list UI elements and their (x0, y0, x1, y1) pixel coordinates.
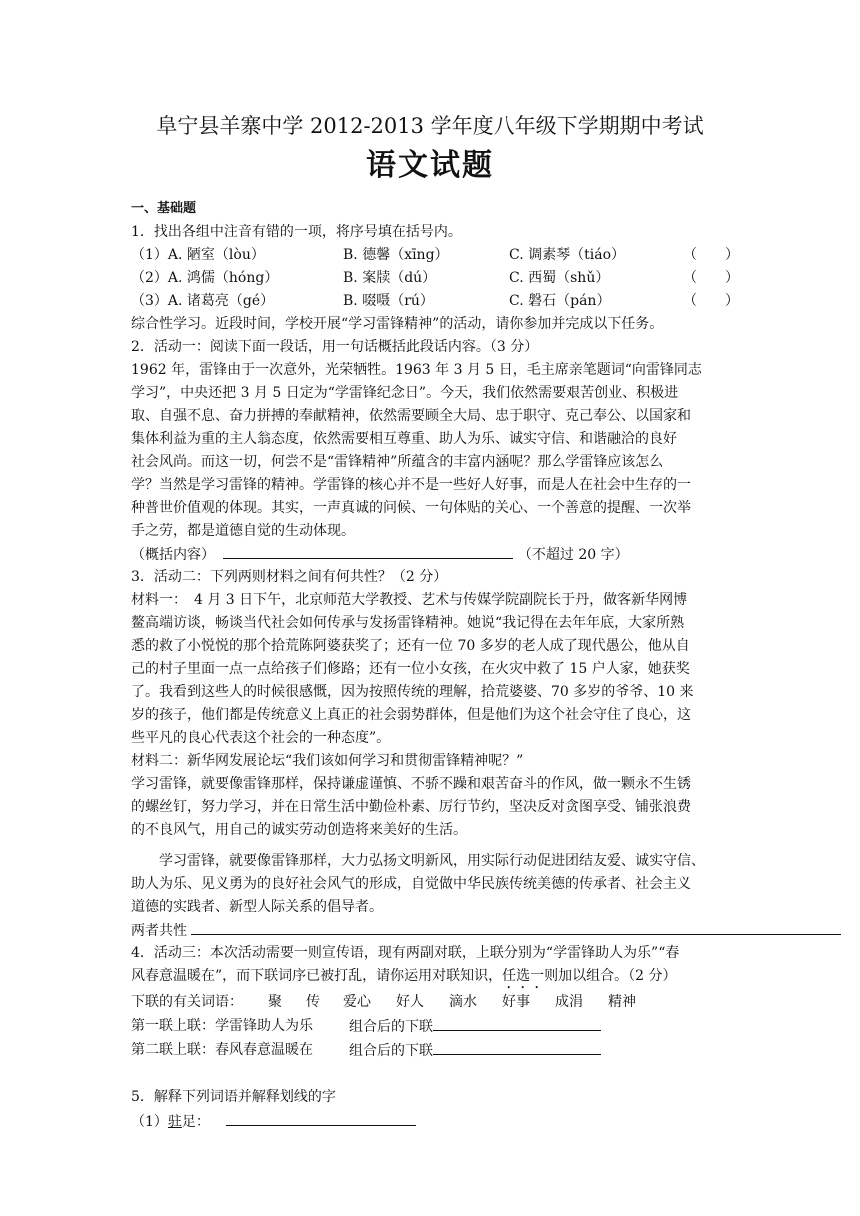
q2-answer-row (131, 544, 629, 565)
q5-item1-rest: 足： (181, 1114, 210, 1130)
q1-row2-option-a: （2）A. 鸿儒（hóng） (131, 270, 279, 286)
q2-answer-note: （不超过 20 字） (517, 547, 629, 563)
q1-row1-answer-bracket[interactable]: （ ） (683, 247, 739, 263)
q5-item1-blank[interactable] (226, 1111, 416, 1126)
q5-item1-underlined-char: 驻 (167, 1114, 182, 1130)
q4-pair2-row (131, 1040, 313, 1060)
q2-passage-line: 手之劳，都是道德自觉的生动体现。 (131, 523, 355, 539)
q4-pair1-answer (349, 1016, 601, 1037)
q4-prompt-line2: 风春意温暖在”，而下联词序已被打乱，请你运用对联知识，任选一则加以组合。（2 分） (131, 968, 677, 984)
q4-pair1-combined-label: 组合后的下联 (349, 1019, 433, 1035)
q1-row3-option-b: B. 啜嗫（rú） (343, 293, 434, 309)
q4-words-row (131, 992, 243, 1012)
q3-material1-line: 鳌高端访谈，畅谈当代社会如何传承与发扬雷锋精神。她说“我记得在去年年底，大家所熟 (131, 615, 685, 631)
q3-material2-line: 道德的实践者、新型人际关系的倡导者。 (131, 899, 383, 915)
q3-material2-line: 学习雷锋，就要像雷锋那样，大力弘扬文明新风，用实际行动促进团结友爱、诚实守信、 (131, 853, 705, 869)
q4-pair1-label: 第一联上联：学雷锋助人为乐 (131, 1018, 313, 1034)
q2-answer-label: （概括内容） (131, 547, 215, 563)
q1-row1-option-a: （1）A. 陋室（lòu） (131, 247, 265, 263)
q3-material1-line: 些平凡的良心代表这个社会的一种态度”。 (131, 730, 391, 746)
q4-word: 好事 (502, 994, 530, 1010)
q1-row2-answer-bracket[interactable]: （ ） (683, 270, 739, 286)
q3-material1-line: 悉的救了小悦悦的那个拾荒陈阿婆获奖了；还有一位 70 多岁的老人成了现代愚公，他从自 (131, 638, 690, 654)
q3-material2-line: 材料二：新华网发展论坛“我们该如何学习和贯彻雷锋精神呢？” (131, 753, 524, 769)
q3-material2-line: 的不良风气，用自己的诚实劳动创造将来美好的生活。 (131, 822, 467, 838)
q3-answer-blank[interactable] (191, 920, 841, 935)
q4-pair2-answer (349, 1040, 601, 1061)
q4-pair1-row (131, 1016, 313, 1036)
q1-row3-option-c: C. 磐石（pán） (509, 293, 611, 309)
q2-passage-line: 集体利益为重的主人翁态度，依然需要相互尊重、助人为乐、诚实守信、和谐融洽的良好 (131, 431, 677, 447)
q4-pair2-label: 第二联上联：春风春意温暖在 (131, 1042, 313, 1058)
q2-passage-line: 社会风尚。而这一切，何尝不是“雷锋精神”所蕴含的丰富内涵呢？那么学雷锋应该怎么 (131, 454, 664, 470)
q5-prompt: 5．解释下列词语并解释划线的字 (131, 1089, 336, 1105)
q1-row2-option-b: B. 案牍（dú） (343, 270, 437, 286)
q1-prompt: 1．找出各组中注音有错的一项，将序号填在括号内。 (131, 224, 462, 240)
q5-item1-row (131, 1111, 416, 1132)
integrated-study-intro: 综合性学习。近段时间，学校开展“学习雷锋精神”的活动，请你参加并完成以下任务。 (131, 316, 664, 332)
q2-passage-line: 取、自强不息、奋力拼搏的奉献精神，依然需要顾全大局、忠于职守、克己奉公、以国家和 (131, 408, 691, 424)
q2-passage-line: 种普世价值观的体现。其实，一声真诚的问候、一句体贴的关心、一个善意的提醒、一次举 (131, 500, 691, 516)
q1-row3-answer-bracket[interactable]: （ ） (683, 293, 739, 309)
q4-word: 爱心 (343, 994, 371, 1010)
q4-word: 聚 (268, 994, 282, 1010)
q4-pair2-blank[interactable] (433, 1040, 601, 1055)
q1-row2-option-c: C. 西蜀（shǔ） (509, 270, 610, 286)
q2-prompt: 2．活动一：阅读下面一段话，用一句话概括此段话内容。（3 分） (131, 339, 539, 355)
q2-answer-blank[interactable] (223, 544, 513, 559)
q4-word: 滴水 (449, 994, 477, 1010)
q5-item1-number: （1） (131, 1114, 168, 1130)
q3-material1-line: 岁的孩子，他们都是传统意义上真正的社会弱势群体，但是他们为这个社会守住了良心，这 (131, 707, 691, 723)
q3-answer-row (131, 920, 841, 941)
q1-row1-option-b: B. 德馨（xīng） (343, 247, 449, 263)
q4-words-label: 下联的有关词语： (131, 994, 243, 1010)
subject-title: 语文试题 (366, 148, 494, 183)
q3-material2-line: 的螺丝钉，努力学习，并在日常生活中勤俭朴素、厉行节约，坚决反对贪图享受、铺张浪费 (131, 799, 691, 815)
q3-material2-line: 学习雷锋，就要像雷锋那样，保持谦虚谨慎、不骄不躁和艰苦奋斗的作风，做一颗永不生锈 (131, 776, 691, 792)
q4-pair2-combined-label: 组合后的下联 (349, 1043, 433, 1059)
q4-prompt-line1: 4．活动三：本次活动需要一则宣传语，现有两副对联，上联分别为“学雷锋助人为乐”“春 (131, 945, 680, 961)
q3-answer-label: 两者共性 (131, 923, 187, 939)
q2-passage-line: 学？当然是学习雷锋的精神。学雷锋的核心并不是一些好人好事，而是人在社会中生存的一 (131, 477, 691, 493)
q3-material1-line: 材料一： 4 月 3 日下午，北京师范大学教授、艺术与传媒学院副院长于丹，做客新华网博 (131, 592, 688, 608)
q4-pair1-blank[interactable] (433, 1016, 601, 1031)
q1-row3-option-a: （3）A. 诸葛亮（gé） (131, 293, 275, 309)
q2-passage-line: 1962 年，雷锋由于一次意外，光荣牺牲。1963 年 3 月 5 日，毛主席亲笔题词“向雷锋同志 (131, 362, 702, 378)
q4-emphasized-text: 任选一 (502, 968, 545, 984)
school-exam-title: 阜宁县羊寨中学 2012-2013 学年度八年级下学期期中考试 (156, 114, 704, 138)
q4-word: 精神 (608, 994, 636, 1010)
q4-word: 传 (306, 994, 320, 1010)
q3-material1-line: 己的村子里面一点一点给孩子们修路；还有一位小女孩，在火灾中救了 15 户人家，她获奖 (131, 661, 690, 677)
q4-word: 好人 (396, 994, 424, 1010)
section-heading-basics: 一、基础题 (131, 201, 197, 216)
q1-row1-option-c: C. 调素琴（tiáo） (509, 247, 625, 263)
q3-material2-line: 助人为乐、见义勇为的良好社会风气的形成，自觉做中华民族传统美德的传承者、社会主义 (131, 876, 691, 892)
q2-passage-line: 学习”，中央还把 3 月 5 日定为“学雷锋纪念日”。今天，我们依然需要艰苦创业、积极进 (131, 385, 679, 401)
q4-word: 成涓 (555, 994, 583, 1010)
q3-prompt: 3．活动二：下列两则材料之间有何共性？（2 分） (131, 569, 448, 585)
q3-material1-line: 了。我看到这些人的时候很感慨，因为按照传统的理解，拾荒婆婆、70 多岁的爷爷、10 来 (131, 684, 694, 700)
